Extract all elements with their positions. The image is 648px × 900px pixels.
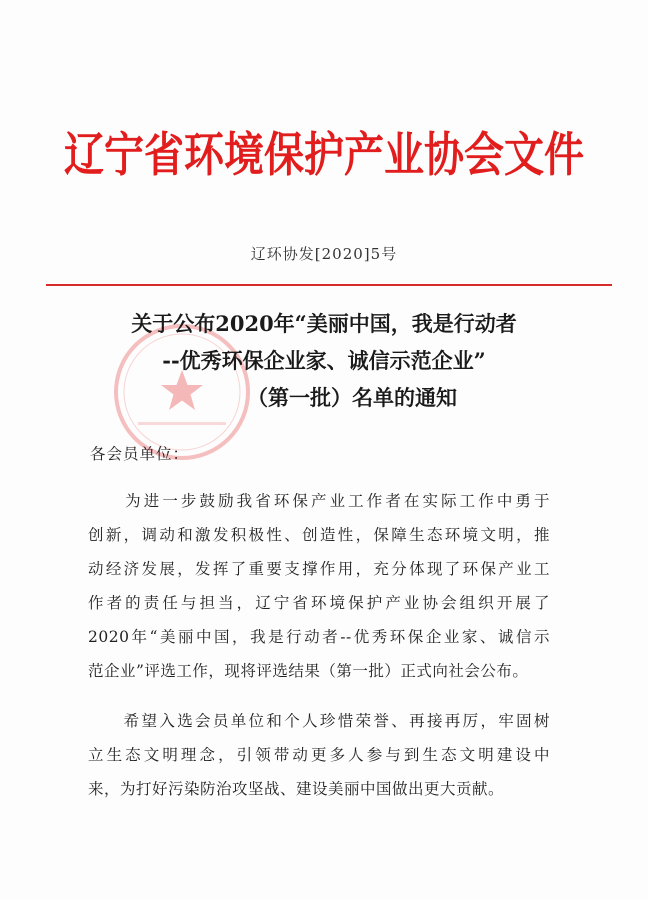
- paragraph-line: 立生态文明理念，引领带动更多人参与到生态文明建设中: [88, 746, 550, 764]
- salutation: 各会员单位：: [90, 445, 190, 463]
- paragraph-line: 来，为打好污染防治攻坚战、建设美丽中国做出更大贡献。: [88, 780, 505, 798]
- paragraph-line: 作者的责任与担当，辽宁省环境保护产业协会组织开展了: [88, 594, 550, 612]
- body-paragraph-2: [88, 704, 550, 806]
- header-divider: [46, 284, 612, 286]
- notice-title-line-3: （第一批）名单的通知: [247, 385, 457, 410]
- paragraph-line: 范企业”评选工作，现将评选结果（第一批）正式向社会公布。: [88, 662, 529, 680]
- paragraph-line: 2020年“美丽中国，我是行动者--优秀环保企业家、诚信示: [88, 628, 550, 646]
- paragraph-line: 创新，调动和激发积极性、创造性，保障生态环境文明，推: [88, 526, 550, 544]
- paragraph-line: 动经济发展，发挥了重要支撑作用，充分体现了环保产业工: [88, 560, 550, 578]
- paragraph-line: 希望入选会员单位和个人珍惜荣誉、再接再厉，牢固树: [88, 712, 550, 730]
- body-paragraph-1: [88, 484, 550, 688]
- organization-header-title: 辽宁省环境保护产业协会文件: [64, 128, 584, 183]
- notice-title-line-2: --优秀环保企业家、诚信示范企业”: [162, 348, 486, 373]
- paragraph-line: 为进一步鼓励我省环保产业工作者在实际工作中勇于: [88, 492, 550, 510]
- notice-title-line-1: 关于公布2020年“美丽中国，我是行动者: [131, 311, 517, 336]
- document-number: 辽环协发[2020]5号: [250, 245, 398, 263]
